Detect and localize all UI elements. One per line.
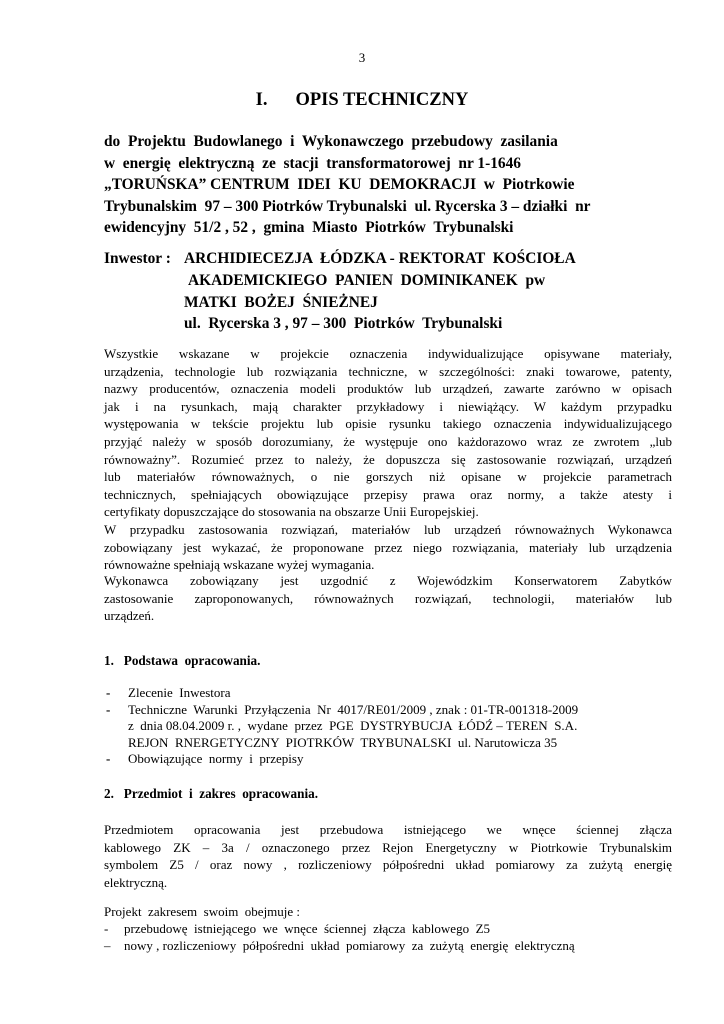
text-line: zobowiązany jest wykazać, że proponowane przez niego rozwiązania, materiały lub urządzenia [104,539,672,555]
subtitle-line: w energię elektryczną ze stacji transformatorowej nr 1-1646 [104,154,521,172]
section-2-paragraph [104,821,672,891]
text-line: technicznych, spełniających obowiązujące przepisy prawa oraz normy, a także atesty i [104,486,672,502]
investor-label: Inwestor : [104,250,171,267]
investor-line: MATKI BOŻEJ ŚNIEŻNEJ [184,293,378,311]
text-line: urządzenia, technologie lub rozwiązania techniczne, w szczególności: znaki towarowe, patenty, [104,363,672,379]
subtitle-line: ewidencyjny 51/2 , 52 , gmina Miasto Piotrków Trybunalski [104,219,514,237]
list-item: - przebudowę istniejącego we wnęce ściennej złącza kablowego Z5 [104,921,491,936]
text-line: symbolem Z5 / oraz nowy , rozliczeniowy półpośredni układ pomiarowy za zużytą energię [104,857,672,873]
list-item: - Zlecenie Inwestora [106,685,231,700]
investor-line: ul. Rycerska 3 , 97 – 300 Piotrków Trybunalski [184,315,503,333]
text-line: W przypadku zastosowania rozwiązań, materiałów lub urządzeń równoważnych Wykonawca [104,521,672,537]
text-line: równoważne spełniają wskazane wyżej wymagania. [104,557,375,573]
section-2-heading: 2. Przedmiot i zakres opracowania. [104,786,319,801]
text-line: Wszystkie wskazane w projekcie oznaczenia indywidualizujące opisywane materiały, [104,346,672,361]
title-numeral: I. [255,90,268,110]
paragraph-equivalents [104,345,672,574]
section-1-list [104,685,578,768]
text-line: występowania w tekście projektu lub opisie rysunku takiego oznaczenia indywidualizującego [104,416,672,432]
list-item: - Obowiązujące normy i przepisy [106,751,304,767]
document-title [0,90,724,111]
text-line: jak i na rysunkach, mają charakter przykładowy i niewiążący. W każdym przypadku [104,398,672,414]
project-subtitle [104,131,664,239]
subtitle-line: do Projektu Budowlanego i Wykonawczego przebudowy zasilania [104,133,558,150]
text-line: urządzeń. [104,608,155,624]
section-1-heading: 1. Podstawa opracowania. [104,653,261,668]
investor-block [104,248,664,335]
subtitle-line: Trybunalskim 97 – 300 Piotrków Trybunalski ul. Rycerska 3 – działki nr [104,197,591,215]
list-item: – nowy , rozliczeniowy półpośredni układ pomiarowy za zużytą energię elektryczną [104,937,575,953]
title-text: OPIS TECHNICZNY [295,90,469,110]
list-item-continuation: z dnia 08.04.2009 r. , wydane przez PGE DYSTRYBUCJA ŁÓDŹ – TEREN S.A. [128,718,578,734]
text-line: lub materiałów równoważnych, o nie gorszych niż opisane w projekcie parametrach [104,469,672,485]
text-line: nazwy producentów, oznaczenia modeli produktów lub urządzeń, zawarte zarówno w opisach [104,381,672,397]
scope-intro: Projekt zakresem swoim obejmuje : [104,904,301,919]
investor-line: ARCHIDIECEZJA ŁÓDZKA - REKTORAT KOŚCIOŁA [184,250,576,267]
scope-list [104,921,575,954]
investor-line: AKADEMICKIEGO PANIEN DOMINIKANEK pw [188,271,546,289]
text-line: Wykonawca zobowiązany jest uzgodnić z Wojewódzkim Konserwatorem Zabytków [104,573,672,588]
list-item: - Techniczne Warunki Przyłączenia Nr 4017/RE01/2009 , znak : 01-TR-001318-2009 [106,701,579,717]
list-item-continuation: REJON RNERGETYCZNY PIOTRKÓW TRYBUNALSKI ul. Narutowicza 35 [128,734,558,750]
subtitle-line: „TORUŃSKA” CENTRUM IDEI KU DEMOKRACJI w Piotrkowie [104,176,575,194]
text-line: elektryczną. [104,874,168,890]
text-line: równoważny”. Rozumieć przez to należy, że dopuszcza się zastosowanie rozwiązań, urządzeń [104,451,672,467]
page-number: 3 [358,50,366,65]
text-line: Przedmiotem opracowania jest przebudowa istniejącego we wnęce ściennej złącza [104,822,672,837]
text-line: przyjąć należy w sposób dorozumiany, że występuje ono każdorazowo wraz ze zwrotem „lub [104,433,672,449]
text-line: certyfikaty dopuszczające do stosowania na obszarze Unii Europejskiej. [104,504,479,520]
paragraph-contractor [104,572,672,625]
text-line: kablowego ZK – 3a / oznaczonego przez Rejon Energetyczny w Piotrkowie Trybunalskim [104,839,672,855]
text-line: zastosowanie zaproponowanych, równoważnych rozwiązań, technologii, materiałów lub [104,590,672,606]
